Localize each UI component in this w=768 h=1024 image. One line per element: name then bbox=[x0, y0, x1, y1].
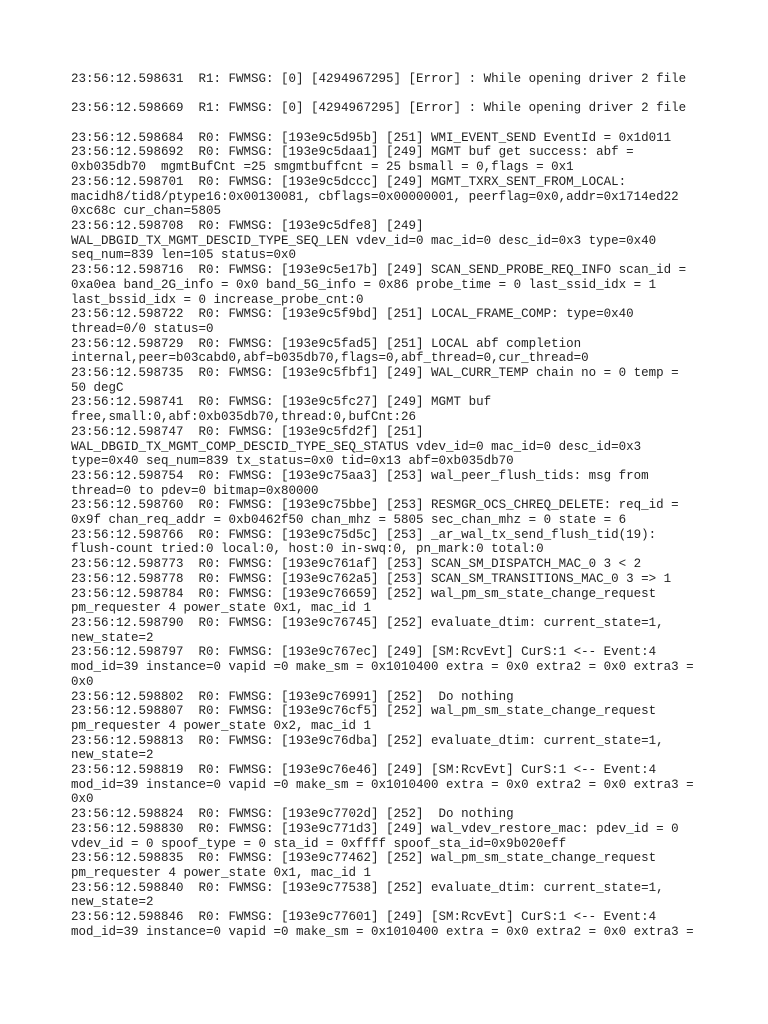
log-line: 0xa0ea band_2G_info = 0x0 band_5G_info = 0x86 probe_time = 0 last_ssid_idx = 1 bbox=[71, 277, 657, 292]
log-line: 23:56:12.598819 R0: FWMSG: [193e9c76e46] [249] [SM:RcvEvt] CurS:1 <-- Event:4 bbox=[71, 763, 657, 778]
log-line: 23:56:12.598708 R0: FWMSG: [193e9c5dfe8] [249] bbox=[71, 219, 424, 233]
log-line: free,small:0,abf:0xb035db70,thread:0,bufCnt:26 bbox=[71, 410, 417, 425]
blank-line bbox=[71, 116, 711, 131]
log-line: 23:56:12.598802 R0: FWMSG: [193e9c76991] [252] Do nothing bbox=[71, 689, 514, 704]
log-line: 23:56:12.598840 R0: FWMSG: [193e9c77538] [252] evaluate_dtim: current_state=1, bbox=[71, 880, 664, 895]
log-line: 0x0 bbox=[71, 792, 94, 807]
log-line: thread=0 to pdev=0 bitmap=0x80000 bbox=[71, 483, 319, 498]
log-line: 23:56:12.598830 R0: FWMSG: [193e9c771d3] [249] wal_vdev_restore_mac: pdev_id = 0 bbox=[71, 821, 679, 836]
log-line: type=0x40 seq_num=839 tx_status=0x0 tid=0x13 abf=0xb035db70 bbox=[71, 454, 514, 469]
log-line: 23:56:12.598684 R0: FWMSG: [193e9c5d95b] [251] WMI_EVENT_SEND EventId = 0x1d011 bbox=[71, 130, 672, 145]
log-line: pm_requester 4 power_state 0x1, mac_id 1 bbox=[71, 601, 372, 616]
log-line: 23:56:12.598835 R0: FWMSG: [193e9c77462] [252] wal_pm_sm_state_change_request bbox=[71, 851, 657, 866]
log-line: 23:56:12.598773 R0: FWMSG: [193e9c761af] [253] SCAN_SM_DISPATCH_MAC_0 3 < 2 bbox=[71, 557, 642, 572]
log-line: pm_requester 4 power_state 0x2, mac_id 1 bbox=[71, 718, 372, 733]
log-line: 23:56:12.598692 R0: FWMSG: [193e9c5daa1] [249] MGMT buf get success: abf = bbox=[71, 145, 634, 160]
log-line: 0xb035db70 mgmtBufCnt =25 smgmtbuffcnt = 25 bsmall = 0,flags = 0x1 bbox=[71, 160, 574, 175]
log-line: 23:56:12.598754 R0: FWMSG: [193e9c75aa3] [253] wal_peer_flush_tids: msg from bbox=[71, 468, 649, 483]
log-line: 23:56:12.598722 R0: FWMSG: [193e9c5f9bd] [251] LOCAL_FRAME_COMP: type=0x40 bbox=[71, 307, 634, 322]
log-line: 0x9f chan_req_addr = 0xb0462f50 chan_mhz = 5805 sec_chan_mhz = 0 state = 6 bbox=[71, 513, 627, 528]
log-line: last_bssid_idx = 0 increase_probe_cnt:0 bbox=[71, 292, 364, 307]
log-line: macidh8/tid8/ptype16:0x00130081, cbflags=0x00000001, peerflag=0x0,addr=0x1714ed22 bbox=[71, 189, 679, 204]
log-line: 23:56:12.598824 R0: FWMSG: [193e9c7702d] [252] Do nothing bbox=[71, 807, 514, 822]
log-line: 23:56:12.598778 R0: FWMSG: [193e9c762a5] [253] SCAN_SM_TRANSITIONS_MAC_0 3 => 1 bbox=[71, 571, 672, 586]
log-line: 23:56:12.598813 R0: FWMSG: [193e9c76dba] [252] evaluate_dtim: current_state=1, bbox=[71, 733, 664, 748]
log-line: 23:56:12.598797 R0: FWMSG: [193e9c767ec] [249] [SM:RcvEvt] CurS:1 <-- Event:4 bbox=[71, 645, 657, 660]
log-line: 23:56:12.598716 R0: FWMSG: [193e9c5e17b] [249] SCAN_SEND_PROBE_REQ_INFO scan_id = bbox=[71, 263, 687, 278]
log-line: internal,peer=b03cabd0,abf=b035db70,flags=0,abf_thread=0,cur_thread=0 bbox=[71, 351, 589, 366]
log-line: mod_id=39 instance=0 vapid =0 make_sm = 0x1010400 extra = 0x0 extra2 = 0x0 extra3 = bbox=[71, 660, 694, 675]
log-line: vdev_id = 0 spoof_type = 0 sta_id = 0xffff spoof_sta_id=0x9b020eff bbox=[71, 836, 567, 851]
log-line: 50 degC bbox=[71, 380, 124, 395]
log-line: 23:56:12.598784 R0: FWMSG: [193e9c76659] [252] wal_pm_sm_state_change_request bbox=[71, 586, 657, 601]
log-line: 23:56:12.598747 R0: FWMSG: [193e9c5fd2f] [251] bbox=[71, 424, 424, 439]
blank-line bbox=[71, 87, 711, 102]
log-line: mod_id=39 instance=0 vapid =0 make_sm = 0x1010400 extra = 0x0 extra2 = 0x0 extra3 = bbox=[71, 777, 694, 792]
log-document bbox=[71, 72, 711, 939]
log-line: WAL_DBGID_TX_MGMT_DESCID_TYPE_SEQ_LEN vdev_id=0 mac_id=0 desc_id=0x3 type=0x40 bbox=[71, 233, 657, 248]
log-line: 23:56:12.598846 R0: FWMSG: [193e9c77601] [249] [SM:RcvEvt] CurS:1 <-- Event:4 bbox=[71, 910, 657, 925]
log-line: thread=0/0 status=0 bbox=[71, 321, 214, 336]
log-line: 23:56:12.598669 R1: FWMSG: [0] [4294967295] [Error] : While opening driver 2 file bbox=[71, 101, 687, 116]
log-line: 23:56:12.598807 R0: FWMSG: [193e9c76cf5] [252] wal_pm_sm_state_change_request bbox=[71, 704, 657, 719]
log-line: 23:56:12.598741 R0: FWMSG: [193e9c5fc27] [249] MGMT buf bbox=[71, 395, 492, 410]
log-line: 23:56:12.598766 R0: FWMSG: [193e9c75d5c] [253] _ar_wal_tx_send_flush_tid(19): bbox=[71, 527, 657, 542]
log-line: 23:56:12.598729 R0: FWMSG: [193e9c5fad5] [251] LOCAL abf completion bbox=[71, 336, 582, 351]
log-line: 23:56:12.598760 R0: FWMSG: [193e9c75bbe] [253] RESMGR_OCS_CHREQ_DELETE: req_id = bbox=[71, 498, 679, 513]
log-line: new_state=2 bbox=[71, 630, 154, 645]
log-line: seq_num=839 len=105 status=0x0 bbox=[71, 248, 297, 263]
log-line: mod_id=39 instance=0 vapid =0 make_sm = 0x1010400 extra = 0x0 extra2 = 0x0 extra3 = bbox=[71, 924, 694, 939]
log-line: 0x0 bbox=[71, 674, 94, 689]
log-line: pm_requester 4 power_state 0x1, mac_id 1 bbox=[71, 865, 372, 880]
log-line: 0xc68c cur_chan=5805 bbox=[71, 204, 222, 219]
log-line: flush-count tried:0 local:0, host:0 in-swq:0, pn_mark:0 total:0 bbox=[71, 542, 544, 557]
log-line: 23:56:12.598701 R0: FWMSG: [193e9c5dccc] [249] MGMT_TXRX_SENT_FROM_LOCAL: bbox=[71, 174, 627, 189]
log-line: 23:56:12.598790 R0: FWMSG: [193e9c76745] [252] evaluate_dtim: current_state=1, bbox=[71, 615, 664, 630]
log-line: new_state=2 bbox=[71, 748, 154, 763]
log-line: WAL_DBGID_TX_MGMT_COMP_DESCID_TYPE_SEQ_STATUS vdev_id=0 mac_id=0 desc_id=0x3 bbox=[71, 439, 642, 454]
log-line: 23:56:12.598735 R0: FWMSG: [193e9c5fbf1] [249] WAL_CURR_TEMP chain no = 0 temp = bbox=[71, 366, 679, 381]
log-line: new_state=2 bbox=[71, 895, 154, 910]
log-line: 23:56:12.598631 R1: FWMSG: [0] [4294967295] [Error] : While opening driver 2 file bbox=[71, 72, 687, 86]
